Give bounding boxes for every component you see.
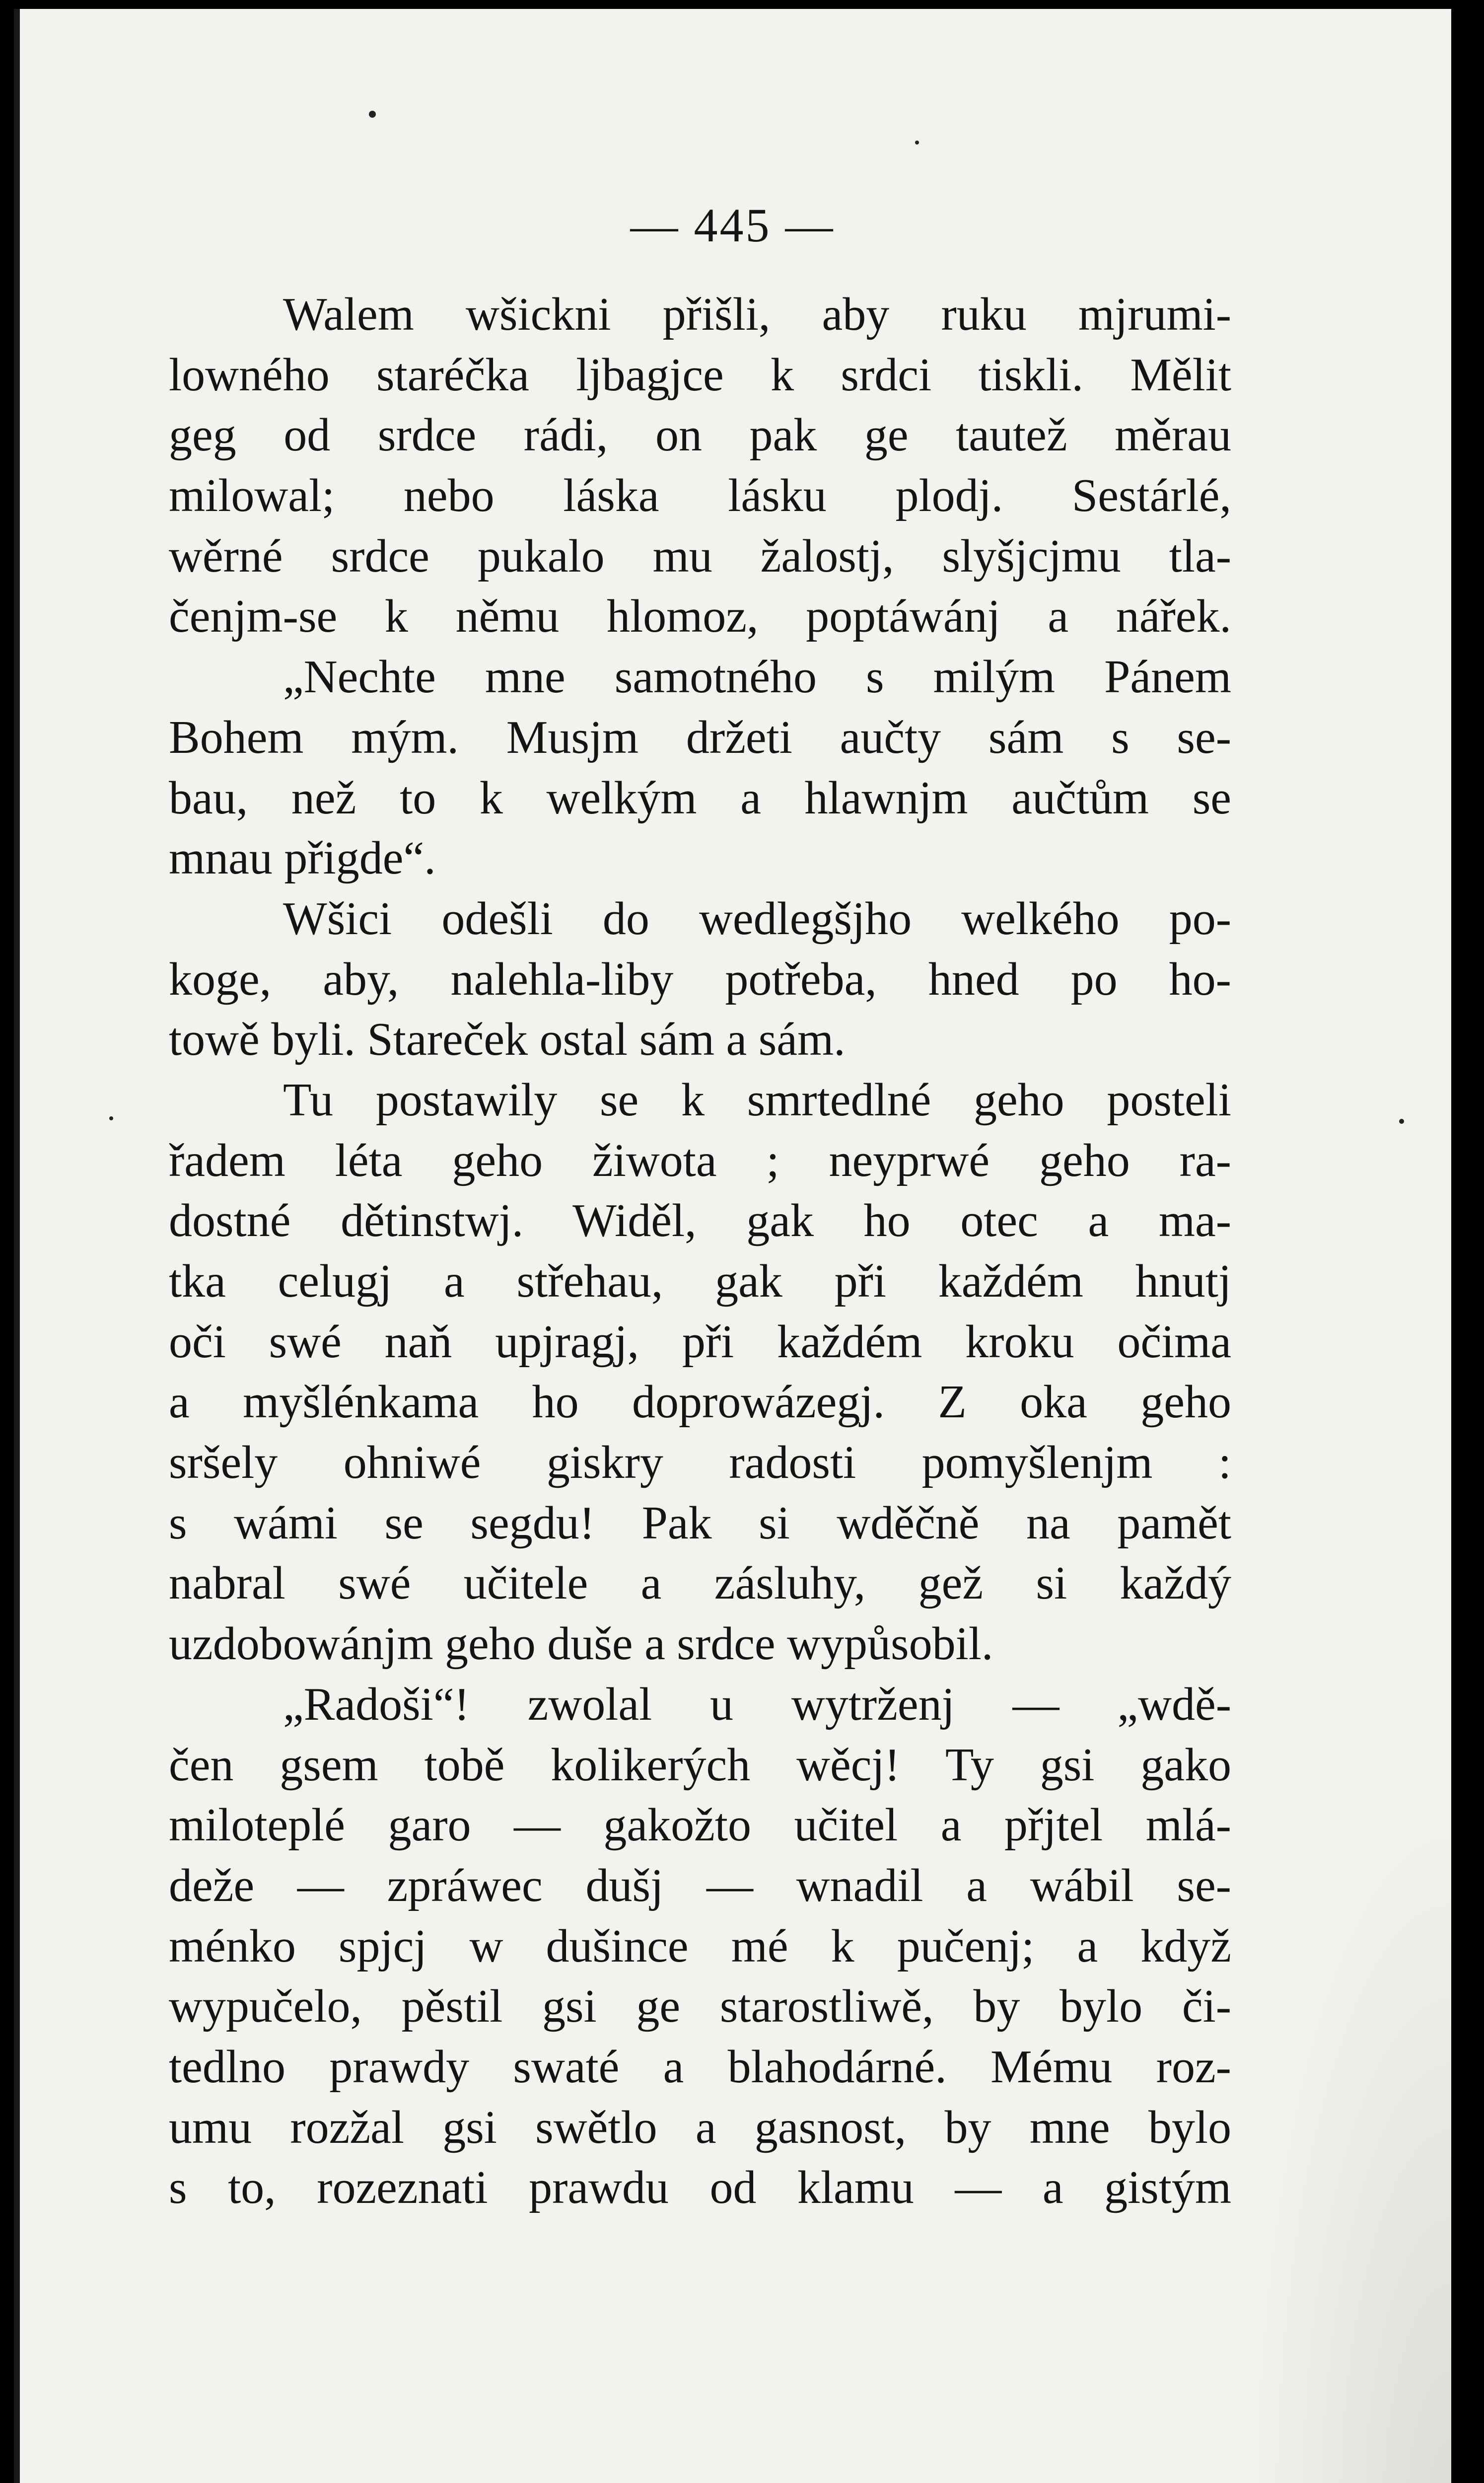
ink-speck [1399,1119,1404,1124]
text-line: a myšlénkama ho doprowázegj. Z oka geho [169,1376,1231,1428]
text-line: wěrné srdce pukalo mu žalostj, slyšjcjmu tla- [169,530,1231,582]
text-line: towě byli. Stareček ostal sám a sám. [169,1014,846,1066]
text-line: Tu postawily se k smrtedlné geho posteli [283,1074,1231,1126]
text-line: geg od srdce rádi, on pak ge tautež měrau [169,409,1231,461]
text-line: s wámi se segdu! Pak si wděčně na pamět [169,1497,1231,1549]
text-line: řadem léta geho žiwota ; neyprwé geho ra- [169,1134,1231,1186]
text-line: milowal; nebo láska lásku plodj. Sestárlé, [169,470,1231,522]
page-binding-edge [14,9,20,2483]
text-line: Walem wšickni přišli, aby ruku mjrumi- [283,289,1231,340]
text-line: lowného staréčka ljbagjce k srdci tiskli. Mělit [169,349,1231,401]
text-line: miloteplé garo — gakožto učitel a přjtel mlá- [169,1799,1231,1851]
page-wear-mark [1243,1787,1451,2483]
text-line: nabral swé učitele a zásluhy, gež si každý [169,1557,1231,1609]
ink-speck [915,141,919,145]
text-line: čenjm-se k němu hlomoz, poptáwánj a nářek. [169,590,1231,643]
text-line: „Radoši“! zwolal u wytrženj — „wdě- [283,1678,1231,1730]
text-line: umu rozžal gsi swětlo a gasnost, by mne bylo [169,2101,1231,2153]
text-line: koge, aby, nalehla-liby potřeba, hned po ho- [169,953,1231,1005]
page-number: — 445 — [630,199,835,252]
text-line: Wšici odešli do wedlegšjho welkého po- [283,892,1231,945]
text-line: dostné dětinstwj. Widěl, gak ho otec a ma- [169,1195,1231,1247]
text-line: tedlno prawdy swaté a blahodárné. Mému roz- [169,2041,1231,2093]
text-line: Bohem mým. Musjm držeti aučty sám s se- [169,711,1231,763]
ink-speck [369,111,376,118]
text-line: čen gsem tobě kolikerých wěcj! Ty gsi gako [169,1739,1231,1791]
book-page [14,9,1451,2483]
text-line: wypučelo, pěstil gsi ge starostliwě, by bylo či- [169,1980,1231,2033]
text-line: bau, než to k welkým a hlawnjm aučtům se [169,772,1231,824]
text-line: mnau přigde“. [169,832,436,884]
text-line: deže — zpráwec dušj — wnadil a wábil se- [169,1859,1231,1911]
body-text [169,285,1231,2218]
ink-speck [109,1116,113,1120]
text-line: uzdobowánjm geho duše a srdce wypůsobil. [169,1618,993,1670]
text-line: tka celugj a střehau, gak při každém hnutj [169,1255,1231,1307]
text-line: s to, rozeznati prawdu od klamu — a gistým [169,2162,1231,2214]
text-line: oči swé naň upjragj, při každém kroku očima [169,1315,1231,1368]
text-line: ménko spjcj w dušince mé k pučenj; a když [169,1920,1231,1972]
text-line: „Nechte mne samotného s milým Pánem [283,651,1231,703]
text-line: sršely ohniwé giskry radosti pomyšlenjm : [169,1437,1231,1489]
